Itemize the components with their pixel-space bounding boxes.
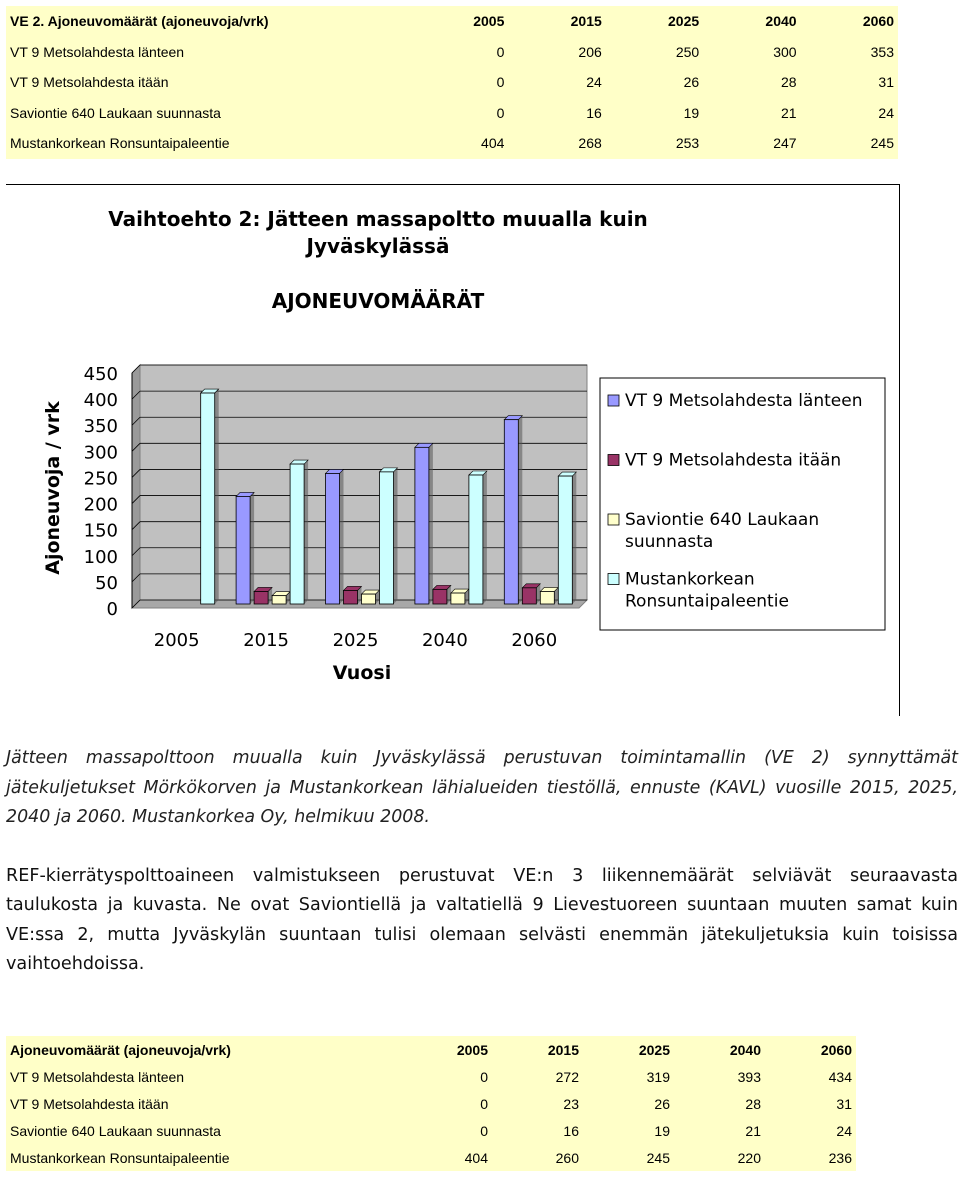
table-cell: Saviontie 640 Laukaan suunnasta [10,104,221,121]
table-cell: 26 [654,1095,670,1112]
y-tick-label: 350 [83,416,118,438]
table-cell: 23 [563,1095,579,1112]
table-cell: 19 [683,104,700,121]
table-cell: 0 [480,1068,488,1085]
table-ve2-vehicle-counts [6,6,898,159]
table-cell: 26 [683,74,700,91]
bar-side [340,469,344,604]
legend-swatch [608,395,619,406]
table-cell: 319 [646,1068,670,1085]
table-cell: 300 [773,43,797,60]
bar-chart [6,184,900,716]
y-tick-label: 100 [83,546,118,568]
legend-swatch [608,455,619,466]
table-cell: 24 [586,74,602,91]
bar-side [304,460,308,604]
table-cell: VT 9 Metsolahdesta länteen [10,1068,185,1085]
table-cell: 16 [586,104,602,121]
table-header-cell: VE 2. Ajoneuvomäärät (ajoneuvoja/vrk) [10,13,269,30]
bar [433,589,447,604]
table-cell: 0 [480,1122,488,1139]
table-cell: 404 [481,135,505,152]
table-cell: 253 [675,135,700,152]
table-cell: 404 [464,1149,488,1166]
table-cell: 393 [737,1068,761,1085]
bar [254,591,268,604]
bar [469,475,483,604]
bar [540,591,554,604]
table-cell: 353 [870,43,894,60]
bar [236,496,250,604]
table-ve3-vehicle-counts [6,1036,856,1171]
table-header-cell: 2005 [473,13,505,30]
bar [522,588,536,604]
bar [201,393,215,604]
body-paragraph: REF-kierrätyspolttoaineen valmistukseen perustuvat VE:n 3 liikennemäärät selviävät seuraavasta taulukosta ja kuvasta. Ne ovat Saviontiellä ja valtatiellä 9 Lievestuoreen suuntaan muuten samat kuin VE:ssa 2, mutta Jyväskylän suuntaan tulisi olemaan selvästi enemmän jätekuljetuksia kuin toisissa vaihtoehdoissa. [6,866,958,975]
table-cell: 434 [828,1068,852,1085]
table-cell: 19 [654,1122,670,1139]
bar [344,590,358,604]
table-cell: 24 [878,104,894,121]
table-row [6,1117,856,1144]
table-cell: VT 9 Metsolahdesta länteen [10,43,185,60]
y-tick-label: 200 [83,494,118,516]
legend-label: VT 9 Metsolahdesta itään [625,450,842,471]
bar [272,596,286,604]
table-cell: VT 9 Metsolahdesta itään [10,74,169,91]
table-row [6,128,898,159]
y-tick-label: 400 [83,390,118,412]
table-header-row [6,1036,856,1063]
bar [362,594,376,604]
table-cell: 206 [578,43,602,60]
table-cell: 247 [773,135,797,152]
y-tick-label: 0 [106,599,118,620]
table-cell: 0 [496,43,505,60]
table-header-cell: 2025 [668,13,700,30]
table-cell: 272 [555,1068,579,1085]
bar-side [483,471,487,604]
y-tick-label: 50 [95,572,118,594]
y-tick-label: 450 [83,364,118,385]
table-header-cell: 2060 [820,1041,852,1058]
table-header-cell: 2025 [638,1041,670,1058]
table-cell: 268 [578,135,602,152]
table-cell: 245 [870,135,894,152]
table-cell: 24 [836,1122,852,1139]
chart-figure [6,184,900,716]
legend-swatch [608,574,619,585]
chart-subtitle: AJONEUVOMÄÄRÄT [271,289,485,313]
y-tick-label: 300 [83,442,118,464]
x-tick-label: 2060 [511,630,558,651]
table-cell: 31 [836,1095,852,1112]
bar [451,593,465,604]
table-cell: 28 [780,74,797,91]
x-tick-label: 2025 [332,630,379,651]
table-row [6,1063,856,1090]
bar [290,464,304,604]
table-row [6,98,898,129]
table-header-cell: 2040 [765,13,797,30]
table-header-cell: 2005 [456,1041,488,1058]
bar [380,472,394,604]
table-cell: 28 [745,1095,761,1112]
table-header-cell: 2040 [729,1041,761,1058]
table-cell: 0 [496,74,505,91]
table-row [6,67,898,98]
table-row [6,1144,856,1171]
table-header-cell: 2015 [570,13,602,30]
bar-side [250,492,254,604]
x-axis-label: Vuosi [332,662,392,684]
chart-title-line1: Vaihtoehto 2: Jätteen massapoltto muualla kuin [108,207,648,231]
y-tick-label: 250 [83,468,118,490]
table-cell: 245 [646,1149,670,1166]
table-cell: 0 [496,104,505,121]
bar-side [572,472,576,604]
table-cell: Mustankorkean Ronsuntaipaleentie [10,135,230,152]
table-header-cell: 2060 [862,13,894,30]
x-tick-label: 2005 [153,630,200,651]
legend-label: Mustankorkean Ronsuntaipaleentie [625,569,789,612]
bar-side [429,443,433,604]
y-tick-label: 150 [83,520,118,542]
bar-side [215,389,219,604]
table-cell: 220 [737,1149,761,1166]
table-cell: 250 [675,43,700,60]
table-cell: Saviontie 640 Laukaan suunnasta [10,1122,221,1139]
table-cell: 21 [745,1122,761,1139]
bar-side [394,468,398,604]
chart-title-line2: Jyväskylässä [306,234,450,258]
table-header-row [6,6,898,37]
table-cell: Mustankorkean Ronsuntaipaleentie [10,1149,230,1166]
legend-label: VT 9 Metsolahdesta länteen [625,391,863,411]
bar [326,473,340,604]
legend-label: Saviontie 640 Laukaan suunnasta [625,510,820,552]
table-cell: 21 [780,104,797,121]
x-tick-label: 2040 [421,630,468,651]
table-row [6,37,898,68]
table-header-cell: 2015 [547,1041,579,1058]
table-cell: 260 [555,1149,579,1166]
y-axis-label: Ajoneuvoja / vrk [42,401,64,575]
legend-swatch [608,514,619,525]
table-cell: 0 [480,1095,488,1112]
figure-caption: Jätteen massapolttoon muualla kuin Jyväskylässä perustuvan toimintamallin (VE 2) synnyttämät jätekuljetukset Mörkökorven ja Mustankorkean lähialueiden tiestöllä, ennuste (KAVL) vuosille 2015, 2025, 2040 ja 2060. Mustankorkea Oy, helmikuu 2008. [6,748,958,827]
table-cell: 31 [878,74,894,91]
bar-side [518,416,522,604]
table-header-cell: Ajoneuvomäärät (ajoneuvoja/vrk) [10,1041,231,1058]
table-row [6,1090,856,1117]
table-cell: VT 9 Metsolahdesta itään [10,1095,169,1112]
table-cell: 236 [828,1149,852,1166]
x-tick-label: 2015 [243,630,290,651]
bar [558,476,572,604]
bar [504,420,518,604]
bar [415,447,429,604]
plot-side-wall [132,365,140,608]
table-cell: 16 [563,1122,579,1139]
